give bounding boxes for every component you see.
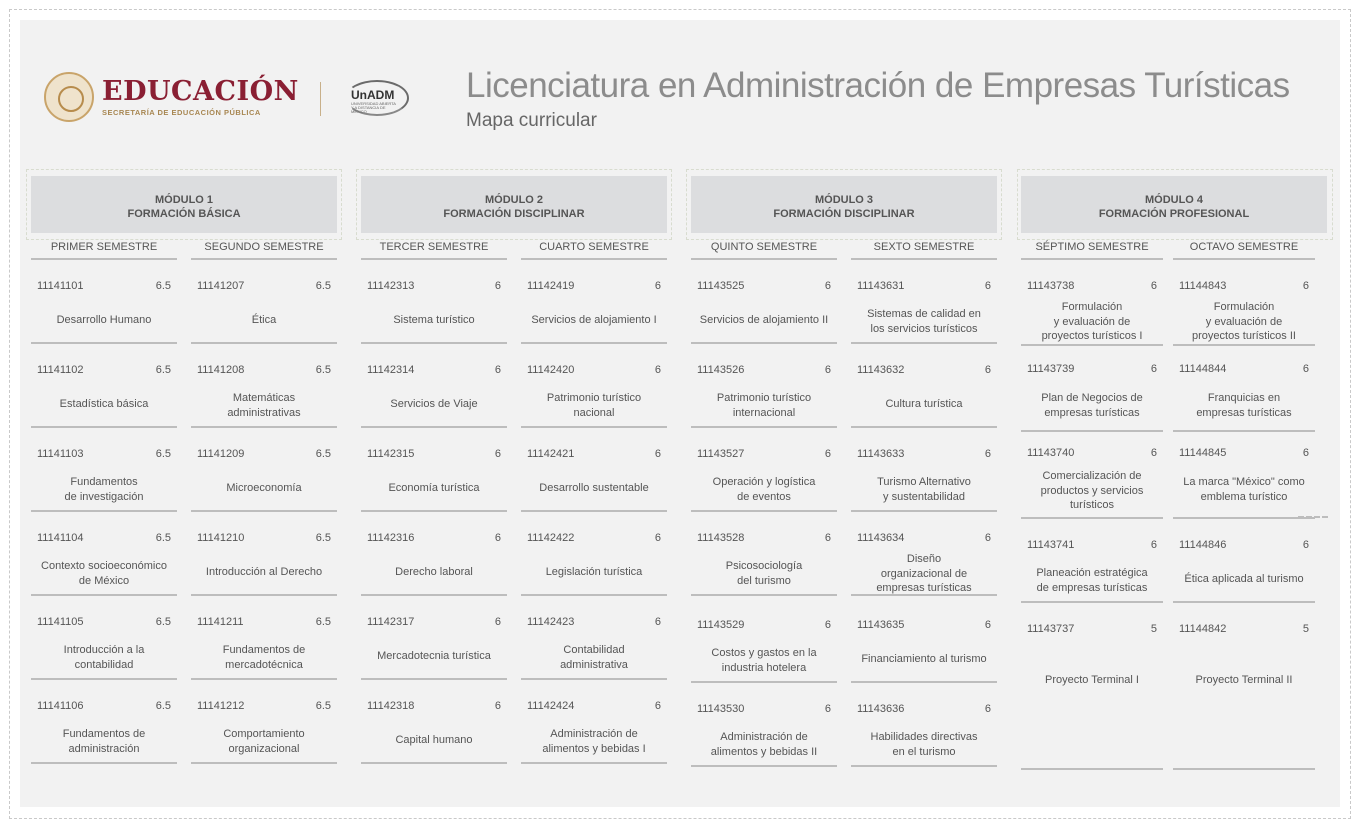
course-code: 11141101	[37, 280, 84, 292]
course-card	[851, 599, 997, 683]
course-card	[361, 428, 507, 512]
course-credits: 6	[824, 448, 831, 460]
course-card	[851, 683, 997, 767]
course-card	[191, 512, 337, 596]
course-name: Desarrollo sustentable	[539, 482, 649, 494]
course-credits: 6.5	[315, 364, 331, 376]
course-card	[31, 512, 177, 596]
course-code: 11142420	[527, 364, 575, 376]
course-code: 11143741	[1027, 539, 1075, 551]
course-credits: 6	[1302, 447, 1309, 459]
course-credits: 6	[494, 448, 501, 460]
course-credits: 6	[654, 364, 661, 376]
course-card	[691, 260, 837, 344]
course-card	[1173, 432, 1315, 519]
course-card	[31, 596, 177, 680]
course-card	[691, 512, 837, 596]
course-code: 11142419	[527, 280, 575, 292]
course-name: Formulación y evaluación de proyectos turísticos I	[1041, 301, 1143, 342]
course-credits: 6	[654, 700, 661, 712]
course-credits: 6	[1302, 539, 1309, 551]
course-card	[851, 260, 997, 344]
course-card	[191, 428, 337, 512]
course-code: 11143636	[857, 703, 905, 715]
course-code: 11141103	[37, 448, 84, 460]
course-credits: 6.5	[315, 532, 331, 544]
course-name: Comercialización de productos y servicios turísticos	[1040, 470, 1144, 511]
course-credits: 6	[984, 448, 991, 460]
course-code: 11141208	[197, 364, 245, 376]
course-code: 11142422	[527, 532, 575, 544]
course-credits: 6	[824, 532, 831, 544]
course-card	[31, 428, 177, 512]
course-credits: 6.5	[155, 616, 171, 628]
course-credits: 6	[824, 364, 831, 376]
semester-header: CUARTO SEMESTRE	[521, 241, 667, 260]
module-header-3	[691, 176, 997, 233]
course-credits: 6	[984, 280, 991, 292]
course-card	[691, 344, 837, 428]
edu-subtitle: SECRETARÍA DE EDUCACIÓN PÚBLICA	[102, 107, 261, 117]
course-code: 11143526	[697, 364, 745, 376]
course-name: Costos y gastos en la industria hotelera	[711, 647, 817, 674]
course-code: 11142318	[367, 700, 415, 712]
course-code: 11143635	[857, 619, 905, 631]
course-code: 11144845	[1179, 447, 1227, 459]
course-credits: 6	[984, 703, 991, 715]
course-code: 11143738	[1027, 280, 1075, 292]
page-title: Licenciatura en Administración de Empresas Turísticas	[466, 66, 1290, 105]
course-credits: 6	[494, 616, 501, 628]
course-code: 11144846	[1179, 539, 1227, 551]
course-code: 11141106	[37, 700, 84, 712]
course-credits: 6	[494, 280, 501, 292]
module-header-1	[31, 176, 337, 233]
module-number: MÓDULO 2	[484, 194, 544, 206]
course-card	[521, 344, 667, 428]
course-name: Patrimonio turístico internacional	[716, 392, 812, 419]
course-card	[361, 260, 507, 344]
course-code: 11141102	[37, 364, 84, 376]
course-name: Introducción al Derecho	[205, 566, 323, 578]
module-type: FORMACIÓN DISCIPLINAR	[773, 208, 915, 220]
course-name: Turismo Alternativo y sustentabilidad	[877, 476, 971, 503]
course-credits: 6	[654, 280, 661, 292]
course-name: Economía turística	[388, 482, 480, 494]
course-code: 11142423	[527, 616, 575, 628]
course-card	[851, 512, 997, 596]
semester-header: QUINTO SEMESTRE	[691, 241, 837, 260]
course-name: Ética aplicada al turismo	[1184, 573, 1304, 585]
course-credits: 6	[494, 700, 501, 712]
course-name: Fundamentos de administración	[62, 728, 146, 755]
course-credits: 6.5	[315, 280, 331, 292]
course-card	[361, 596, 507, 680]
course-name: Sistemas de calidad en los servicios turísticos	[867, 308, 981, 335]
course-name: Fundamentos de investigación	[64, 476, 144, 503]
course-card	[191, 260, 337, 344]
course-code: 11143530	[697, 703, 745, 715]
course-card	[191, 680, 337, 764]
course-name: Patrimonio turístico nacional	[546, 392, 642, 419]
course-name: Diseño organizacional de empresas turísticas	[876, 553, 972, 594]
course-card	[1173, 603, 1315, 770]
course-credits: 6	[654, 532, 661, 544]
course-credits: 6.5	[315, 448, 331, 460]
course-code: 11143632	[857, 364, 905, 376]
course-credits: 6.5	[315, 700, 331, 712]
course-name: Planeación estratégica de empresas turísticas	[1036, 567, 1148, 594]
course-name: Contabilidad administrativa	[560, 644, 628, 671]
semester-header: TERCER SEMESTRE	[361, 241, 507, 260]
course-card	[31, 260, 177, 344]
course-code: 11141210	[197, 532, 245, 544]
course-credits: 6	[654, 448, 661, 460]
course-card	[191, 596, 337, 680]
course-card	[851, 344, 997, 428]
course-card	[1021, 519, 1163, 603]
course-credits: 6	[1302, 363, 1309, 375]
module-type: FORMACIÓN PROFESIONAL	[1098, 208, 1250, 220]
course-card	[851, 428, 997, 512]
unadm-logo	[345, 80, 409, 116]
course-name: Formulación y evaluación de proyectos turísticos II	[1192, 301, 1296, 342]
course-card	[361, 344, 507, 428]
course-card	[31, 680, 177, 764]
course-credits: 6	[984, 364, 991, 376]
semester-header: SÉPTIMO SEMESTRE	[1021, 241, 1163, 260]
course-credits: 6	[1150, 539, 1157, 551]
course-card	[521, 512, 667, 596]
course-credits: 6	[984, 619, 991, 631]
course-card	[1173, 260, 1315, 346]
course-card	[691, 683, 837, 767]
course-code: 11141212	[197, 700, 245, 712]
course-name: Servicios de alojamiento II	[699, 314, 829, 326]
course-credits: 5	[1302, 623, 1309, 635]
course-name: Administración de alimentos y bebidas II	[710, 731, 818, 758]
course-credits: 6.5	[155, 280, 171, 292]
course-code: 11143527	[697, 448, 745, 460]
course-name: Servicios de Viaje	[390, 398, 478, 410]
course-code: 11141105	[37, 616, 84, 628]
course-credits: 6	[824, 703, 831, 715]
course-code: 11142317	[367, 616, 415, 628]
course-card	[691, 599, 837, 683]
course-code: 11144842	[1179, 623, 1227, 635]
course-card	[1173, 348, 1315, 432]
course-name: Legislación turística	[545, 566, 643, 578]
course-name: Mercadotecnia turística	[377, 650, 491, 662]
course-card	[191, 344, 337, 428]
course-name: Fundamentos de mercadotécnica	[222, 644, 306, 671]
course-card	[1021, 260, 1163, 346]
semester-header: PRIMER SEMESTRE	[31, 241, 177, 260]
course-name: Matemáticas administrativas	[227, 392, 301, 419]
course-name: Capital humano	[395, 734, 473, 746]
course-name: Psicosociología del turismo	[725, 560, 803, 587]
course-name: Operación y logística de eventos	[712, 476, 816, 503]
module-number: MÓDULO 4	[1144, 194, 1204, 206]
coat-of-arms-icon	[44, 72, 94, 122]
course-name: Sistema turístico	[393, 314, 475, 326]
semester-header: SEXTO SEMESTRE	[851, 241, 997, 260]
course-name: Financiamiento al turismo	[861, 653, 987, 665]
course-credits: 6	[984, 532, 991, 544]
course-credits: 6.5	[155, 700, 171, 712]
page-subtitle: Mapa curricular	[466, 110, 597, 131]
course-code: 11144844	[1179, 363, 1227, 375]
course-name: Derecho laboral	[395, 566, 473, 578]
course-code: 11142424	[527, 700, 575, 712]
course-name: Franquicias en empresas turísticas	[1196, 392, 1292, 419]
module-type: FORMACIÓN BÁSICA	[127, 208, 241, 220]
course-credits: 6.5	[155, 364, 171, 376]
course-credits: 6	[824, 280, 831, 292]
course-code: 11141207	[197, 280, 245, 292]
course-card	[691, 428, 837, 512]
semester-header: SEGUNDO SEMESTRE	[191, 241, 337, 260]
course-card	[1021, 348, 1163, 432]
module-number: MÓDULO 1	[154, 194, 214, 206]
course-credits: 6	[654, 616, 661, 628]
course-code: 11143631	[857, 280, 905, 292]
course-code: 11144843	[1179, 280, 1227, 292]
course-credits: 5	[1150, 623, 1157, 635]
module-header-4	[1021, 176, 1327, 233]
course-code: 11142316	[367, 532, 415, 544]
course-credits: 6	[494, 532, 501, 544]
course-credits: 6	[1150, 280, 1157, 292]
semester-header: OCTAVO SEMESTRE	[1173, 241, 1315, 260]
course-code: 11142421	[527, 448, 575, 460]
course-code: 11142313	[367, 280, 415, 292]
course-code: 11141209	[197, 448, 245, 460]
unadm-title: UnADM	[351, 88, 395, 102]
course-code: 11143634	[857, 532, 905, 544]
course-name: Proyecto Terminal I	[1045, 674, 1139, 686]
course-name: Introducción a la contabilidad	[63, 644, 145, 671]
course-credits: 6	[1302, 280, 1309, 292]
course-name: Microeconomía	[226, 482, 302, 494]
course-card	[361, 680, 507, 764]
course-code: 11143633	[857, 448, 905, 460]
course-name: Proyecto Terminal II	[1195, 674, 1293, 686]
course-name: Desarrollo Humano	[56, 314, 152, 326]
module-header-2	[361, 176, 667, 233]
course-credits: 6	[824, 619, 831, 631]
course-card	[521, 428, 667, 512]
course-credits: 6.5	[155, 532, 171, 544]
course-name: Estadística básica	[59, 398, 149, 410]
course-code: 11143740	[1027, 447, 1075, 459]
course-name: Habilidades directivas en el turismo	[870, 731, 978, 758]
course-code: 11143737	[1027, 623, 1075, 635]
course-name: Servicios de alojamiento I	[531, 314, 657, 326]
course-credits: 6	[1150, 447, 1157, 459]
divider-dashed	[1298, 516, 1328, 518]
course-card	[31, 344, 177, 428]
course-card	[1021, 603, 1163, 770]
course-code: 11143528	[697, 532, 745, 544]
edu-title: EDUCACIÓN	[102, 75, 299, 107]
course-credits: 6.5	[155, 448, 171, 460]
course-card	[361, 512, 507, 596]
course-name: Administración de alimentos y bebidas I	[542, 728, 646, 755]
unadm-subtitle: UNIVERSIDAD ABIERTA Y A DISTANCIA DE MÉXICO	[351, 101, 396, 114]
course-card	[521, 680, 667, 764]
sep-logo	[44, 72, 299, 122]
course-card	[1021, 432, 1163, 519]
course-name: Comportamiento organizacional	[223, 728, 305, 755]
course-card	[521, 596, 667, 680]
course-code: 11141211	[197, 616, 244, 628]
module-number: MÓDULO 3	[814, 194, 874, 206]
course-code: 11141104	[37, 532, 84, 544]
course-credits: 6	[1150, 363, 1157, 375]
course-code: 11142314	[367, 364, 415, 376]
course-code: 11143739	[1027, 363, 1075, 375]
course-name: La marca "México" como emblema turístico	[1183, 476, 1305, 503]
course-credits: 6.5	[315, 616, 331, 628]
course-name: Cultura turística	[885, 398, 963, 410]
course-name: Contexto socioeconómico de México	[41, 560, 167, 587]
course-credits: 6	[494, 364, 501, 376]
course-name: Ética	[251, 314, 277, 326]
course-card	[521, 260, 667, 344]
course-code: 11143529	[697, 619, 745, 631]
course-code: 11143525	[697, 280, 745, 292]
course-card	[1173, 519, 1315, 603]
logo-divider	[320, 82, 321, 116]
course-name: Plan de Negocios de empresas turísticas	[1041, 392, 1143, 419]
module-type: FORMACIÓN DISCIPLINAR	[443, 208, 585, 220]
course-code: 11142315	[367, 448, 415, 460]
